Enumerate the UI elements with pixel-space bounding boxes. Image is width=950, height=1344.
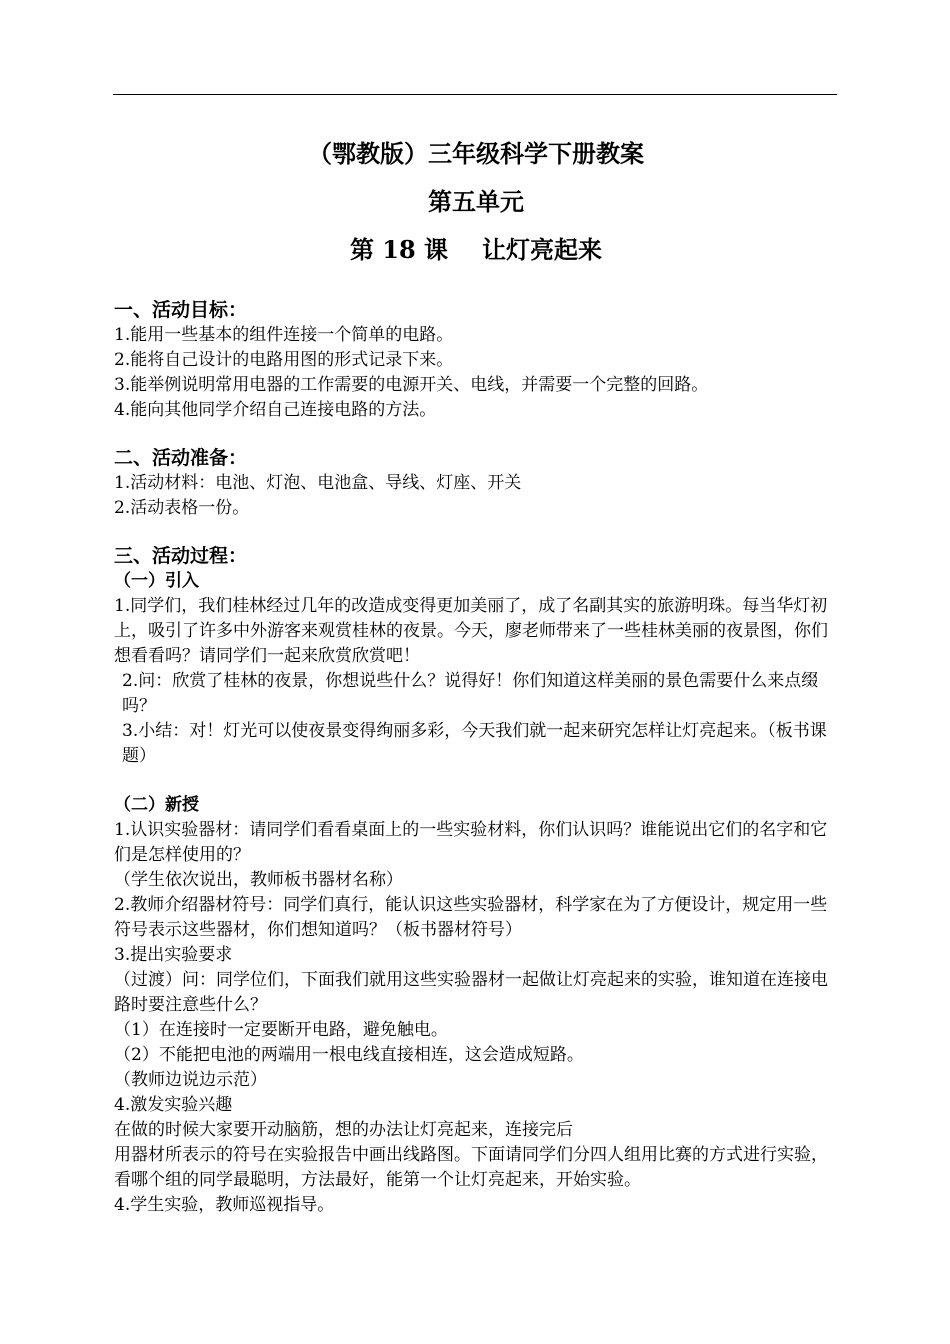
new-lesson-line: 用器材所表示的符号在实验报告中画出线路图。下面请同学们分四人组用比赛的方式进行实验，看哪个组的同学最聪明，方法最好，能第一个让灯亮起来，开始实验。 [114, 1145, 828, 1190]
lesson-number: 第 18 课 [349, 235, 449, 264]
intro-paragraph: 2.问：欣赏了桂林的夜景，你想说些什么？说得好！你们知道这样美丽的景色需要什么来点缀吗？ [122, 671, 819, 716]
new-lesson-heading: （二）新授 [114, 795, 199, 815]
header-rule [113, 94, 837, 95]
intro-heading: （一）引入 [114, 571, 199, 591]
prep-item: 2.活动表格一份。 [114, 498, 250, 518]
lesson-title-line [114, 226, 838, 274]
intro-paragraph: 3.小结：对！灯光可以使夜景变得绚丽多彩，今天我们就一起来研究怎样让灯亮起来。（板书课题） [122, 721, 827, 766]
document-body [114, 130, 838, 1218]
new-lesson-line: （教师边说边示范） [114, 1070, 267, 1090]
goal-item: 3.能举例说明常用电器的工作需要的电源开关、电线，并需要一个完整的回路。 [114, 375, 709, 395]
prep-item: 1.活动材料：电池、灯泡、电池盒、导线、灯座、开关 [114, 473, 522, 493]
new-lesson-line: 在做的时候大家要开动脑筋，想的办法让灯亮起来，连接完后 [114, 1120, 573, 1140]
goals-heading: 一、活动目标： [114, 299, 248, 321]
prep-heading: 二、活动准备： [114, 447, 248, 469]
new-lesson-line: （1）在连接时一定要断开电路，避免触电。 [114, 1020, 448, 1040]
new-lesson-line: 1.认识实验器材：请同学们看看桌面上的一些实验材料，你们认识吗？谁能说出它们的名字和它们是怎样使用的？ [114, 820, 828, 865]
new-lesson-line: 2.教师介绍器材符号：同学们真行，能认识这些实验器材，科学家在为了方便设计，规定用一些符号表示这些器材，你们想知道吗？（板书器材符号） [114, 895, 828, 940]
goal-item: 4.能向其他同学介绍自己连接电路的方法。 [114, 400, 437, 420]
document-title: （鄂教版）三年级科学下册教案 [308, 139, 644, 168]
lesson-title: 让灯亮起来 [482, 235, 603, 264]
new-lesson-line: （过渡）问：同学位们，下面我们就用这些实验器材一起做让灯亮起来的实验，谁知道在连接电路时要注意些什么？ [114, 970, 828, 1015]
intro-paragraph: 1.同学们，我们桂林经过几年的改造成变得更加美丽了，成了名副其实的旅游明珠。每当华灯初上，吸引了许多中外游客来观赏桂林的夜景。今天，廖老师带来了一些桂林美丽的夜景图，你们想看看吗？请同学们一起来欣赏欣赏吧！ [114, 596, 828, 666]
new-lesson-line: 4.学生实验，教师巡视指导。 [114, 1195, 335, 1215]
new-lesson-line: 4.激发实验兴趣 [114, 1095, 233, 1115]
unit-title: 第五单元 [428, 187, 524, 216]
goal-item: 1.能用一些基本的组件连接一个简单的电路。 [114, 325, 454, 345]
process-heading: 三、活动过程： [114, 545, 248, 567]
new-lesson-line: 3.提出实验要求 [114, 945, 233, 965]
new-lesson-line: （学生依次说出，教师板书器材名称） [114, 870, 403, 890]
goal-item: 2.能将自己设计的电路用图的形式记录下来。 [114, 350, 454, 370]
new-lesson-line: （2）不能把电池的两端用一根电线直接相连，这会造成短路。 [114, 1045, 584, 1065]
